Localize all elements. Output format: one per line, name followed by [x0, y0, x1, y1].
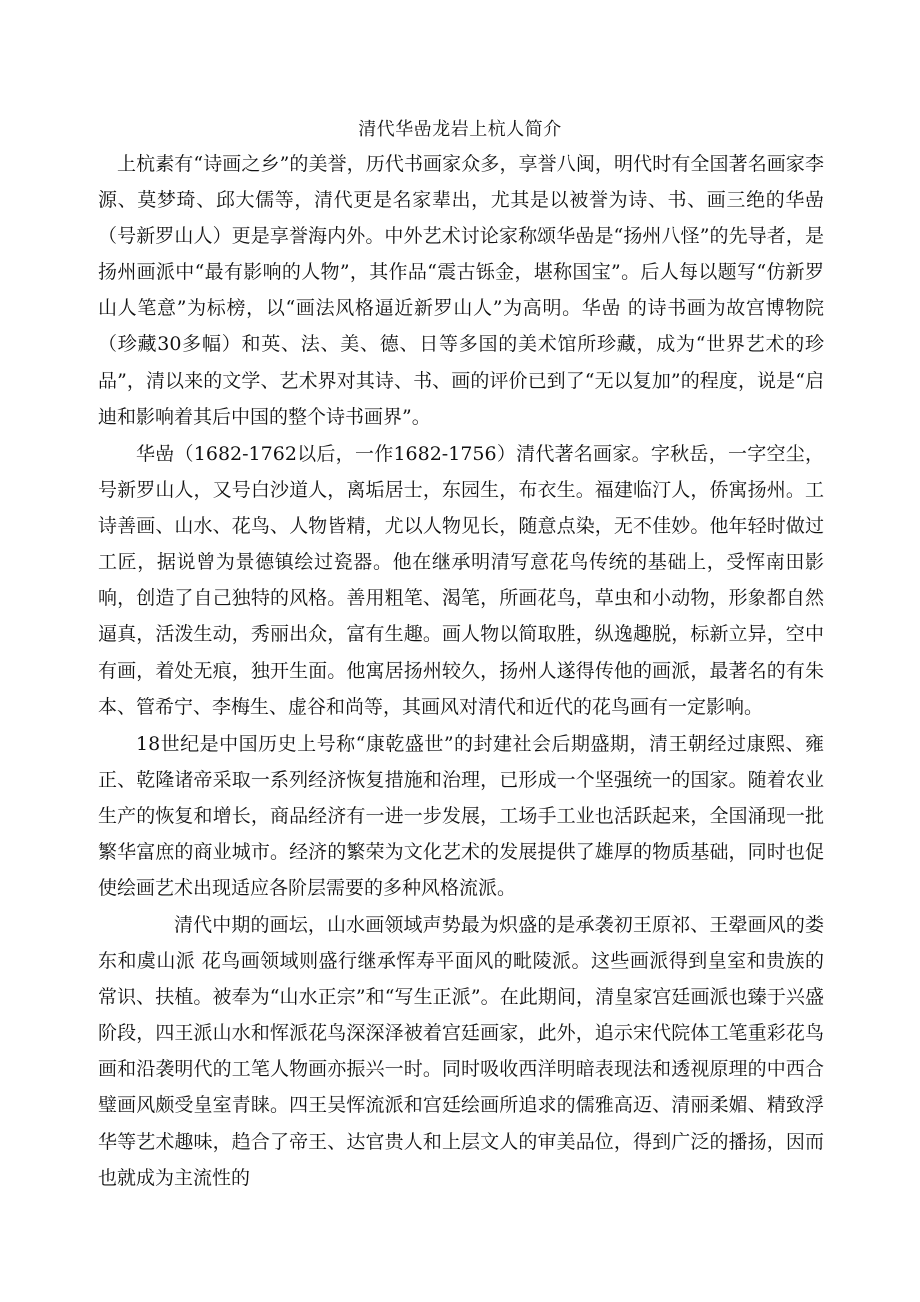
document-title: 清代华嵒龙岩上杭人简介	[358, 119, 562, 140]
paragraph-historical-context: 18世纪是中国历史上号称“康乾盛世”的封建社会后期盛期，清王朝经过康熙、雍正、乾隆诸帝采取一系列经济恢复措施和治理，已形成一个坚强统一的国家。随着农业生产的恢复和增长，商品经济有一进一步发展，工场手工业也活跃起来，全国涌现一批繁华富庶的商业城市。经济的繁荣为文化艺术的发展提供了雄厚的物质基础，同时也促使绘画艺术出现适应各阶层需要的多种风格流派。	[98, 733, 824, 900]
paragraph-intro: 上杭素有“诗画之乡”的美誉，历代书画家众多，享誉八闽，明代时有全国著名画家李源、莫梦琦、邱大儒等，清代更是名家辈出，尤其是以被誉为诗、书、画三绝的华嵒（号新罗山人）更是享誉海内外。中外艺术讨论家称颂华嵒是“扬州八怪”的先导者，是扬州画派中“最有影响的人物”，其作品“震古铄金，堪称国宝”。后人每以题写“仿新罗山人笔意”为标榜，以“画法风格逼近新罗山人”为高明。华嵒 的诗书画为故宫博物院（珍藏30多幅）和英、法、美、德、日等多国的美术馆所珍藏，成为“世界艺术的珍品”，清以来的文学、艺术界对其诗、书、画的评价已到了“无以复加”的程度，说是“启迪和影响着其后中国的整个诗书画界”。	[98, 153, 824, 428]
paragraph-art-scene: 清代中期的画坛，山水画领域声势最为炽盛的是承袭初王原祁、王翚画风的娄东和虞山派 花鸟画领域则盛行继承恽寿平面风的毗陵派。这些画派得到皇室和贵族的常识、扶植。被奉为“山水正宗”和“写生正派”。在此期间，清皇家宫廷画派也臻于兴盛阶段，四王派山水和恽派花鸟深深泽被着宫廷画家，此外，追示宋代院体工笔重彩花鸟画和沿袭明代的工笔人物画亦振兴一时。同时吸收西洋明暗表现法和透视原理的中西合璧画风颇受皇室青睐。四王吴恽流派和宫廷绘画所追求的儒雅高迈、清丽柔媚、精致浮华等艺术趣味，趋合了帝王、达官贵人和上层文人的审美品位，得到广泛的播扬，因而也就成为主流性的	[98, 914, 824, 1189]
paragraph-biography: 华嵒（1682-1762以后，一作1682-1756）清代著名画家。字秋岳，一字空尘，号新罗山人，又号白沙道人，离垢居士，东园生，布衣生。福建临汀人，侨寓扬州。工诗善画、山水、花鸟、人物皆精，尤以人物见长，随意点染，无不佳妙。他年轻时做过工匠，据说曾为景德镇绘过瓷器。他在继承明清写意花鸟传统的基础上，受恽南田影响，创造了自己独特的风格。善用粗笔、渴笔，所画花鸟，草虫和小动物，形象都自然逼真，活泼生动，秀丽出众，富有生趣。画人物以简取胜，纵逸趣脱，标新立异，空中有画，着处无痕，独开生面。他寓居扬州较久，扬州人遂得传他的画派，最著名的有朱本、管希宁、李梅生、虚谷和尚等，其画风对清代和近代的花鸟画有一定影响。	[98, 443, 824, 718]
